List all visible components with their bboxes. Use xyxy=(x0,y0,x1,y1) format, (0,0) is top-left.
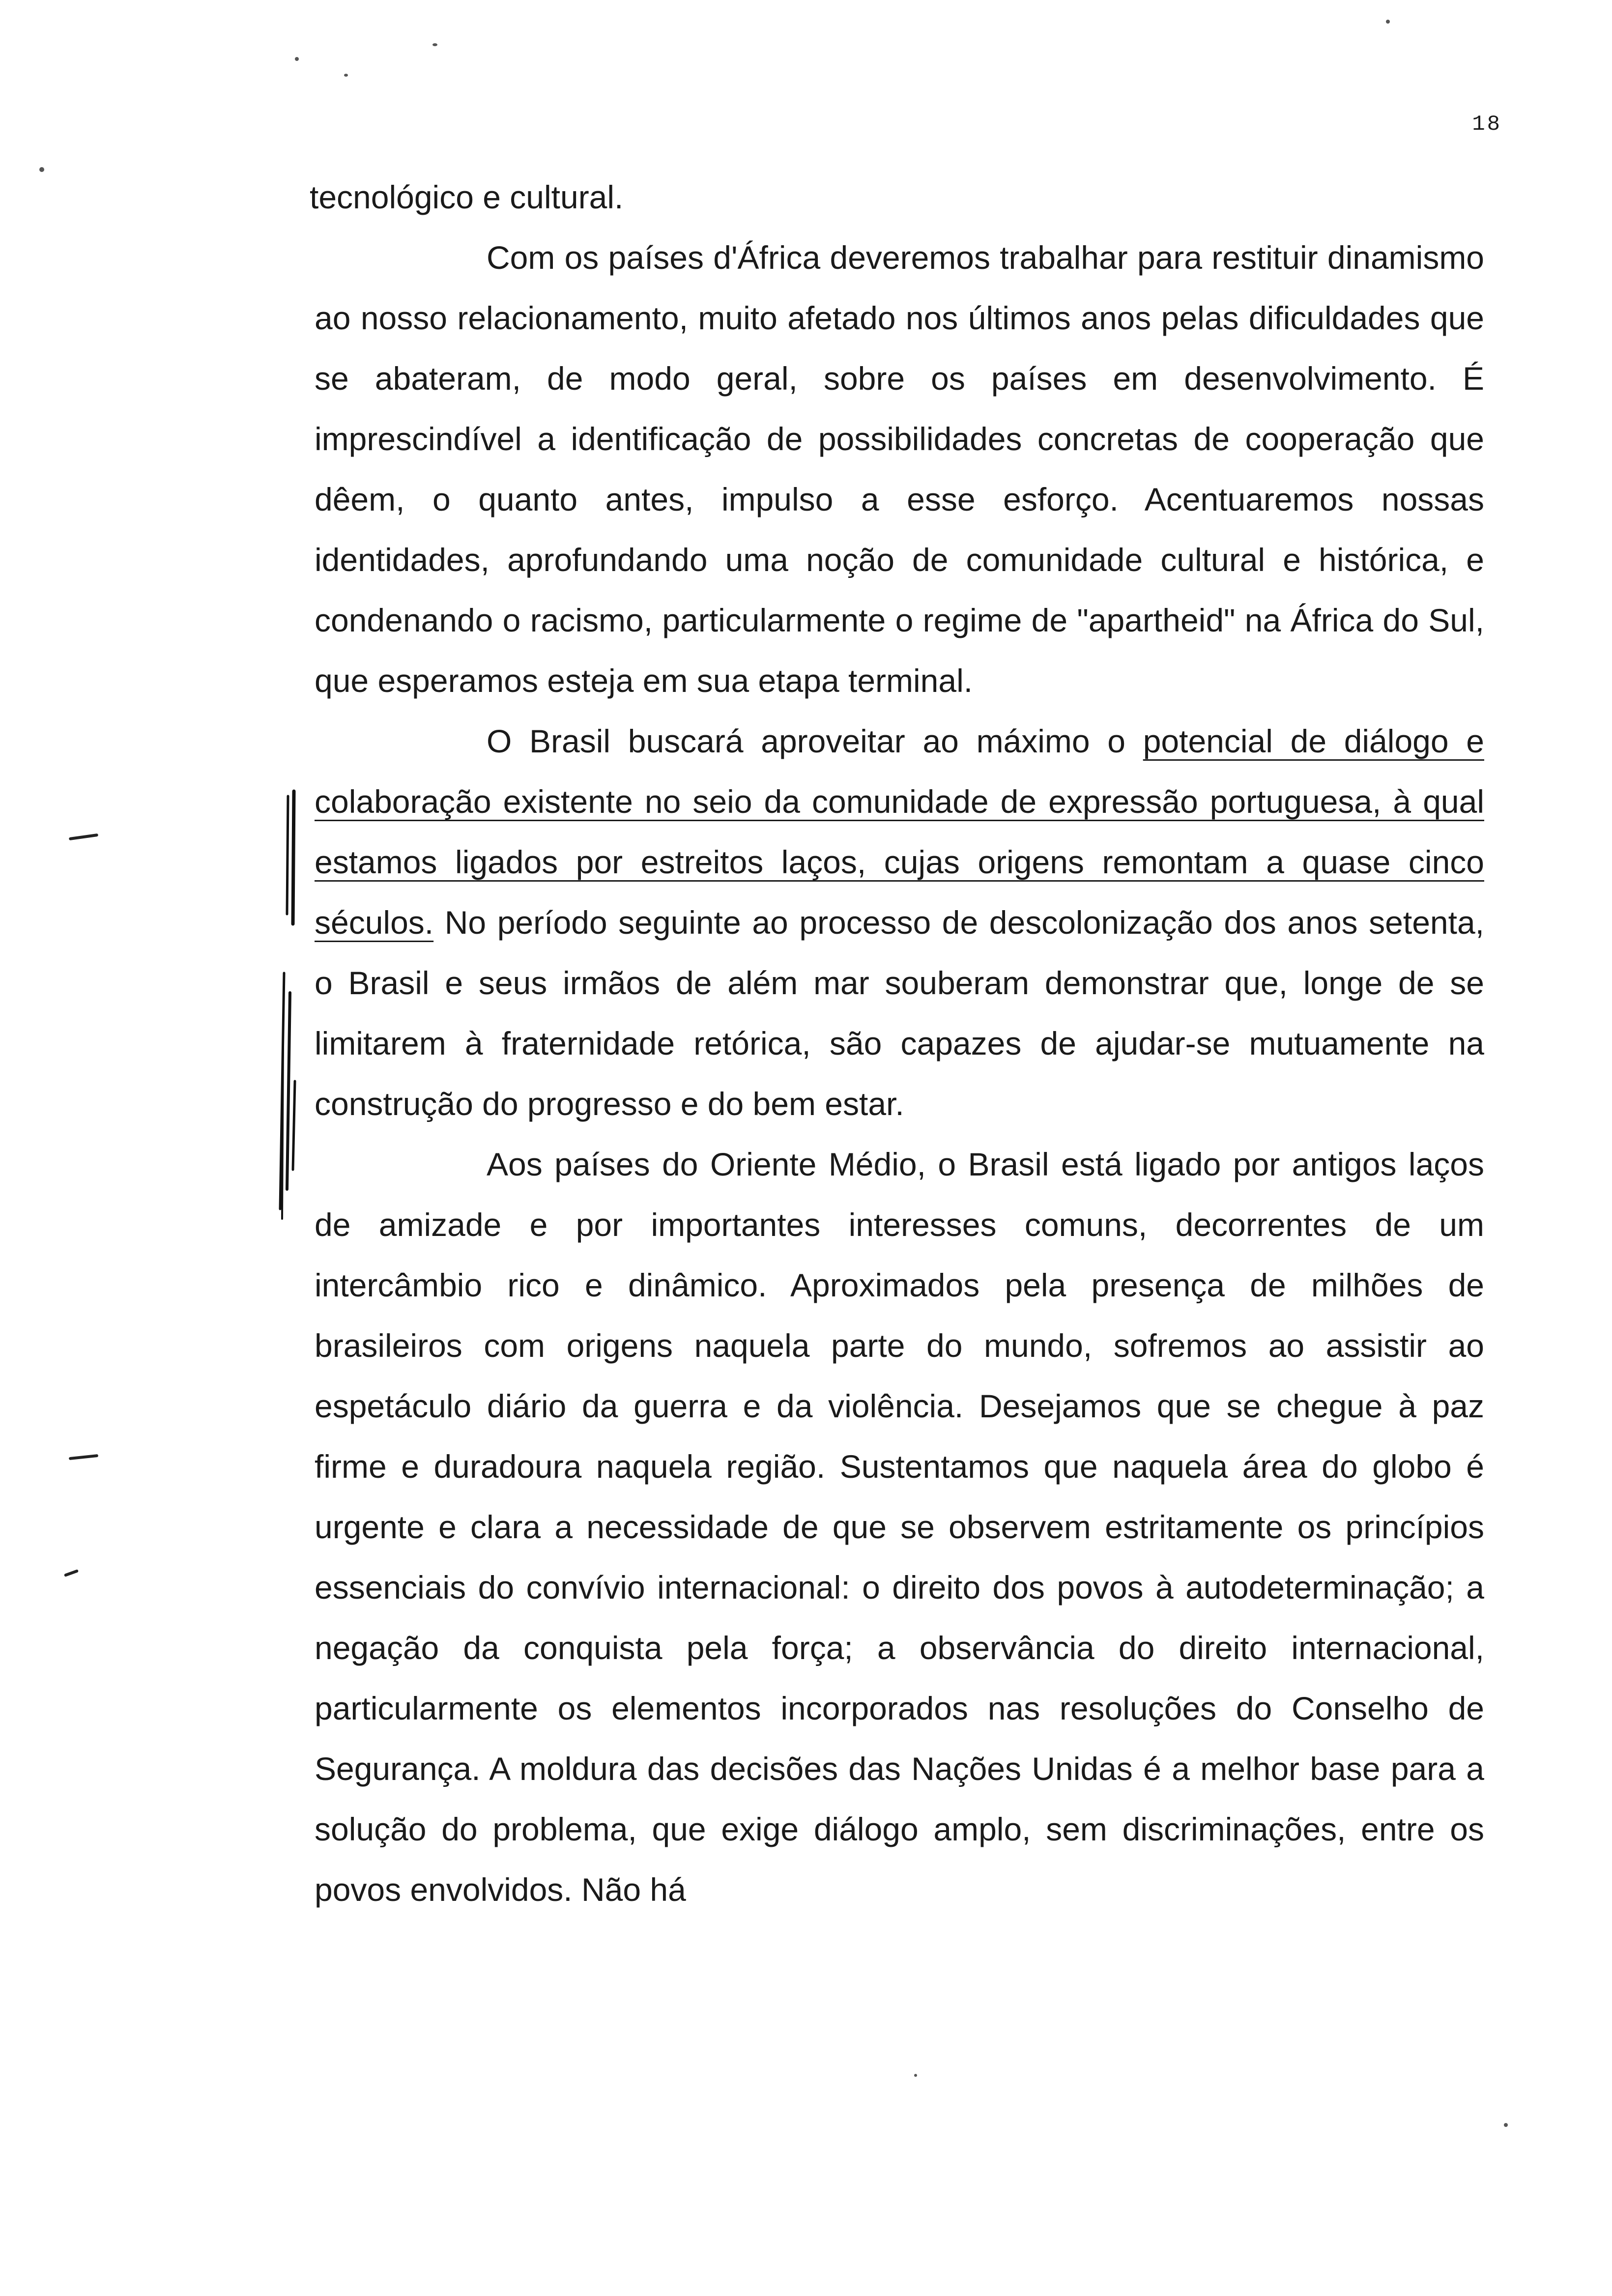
handwritten-margin-bracket xyxy=(273,786,303,1229)
paragraph-text: tecnológico e cultural. xyxy=(310,179,624,215)
page-number: 18 xyxy=(1472,112,1502,137)
document-body xyxy=(310,167,1484,1920)
margin-mark xyxy=(69,1454,98,1460)
scan-speck xyxy=(344,74,348,77)
scan-speck xyxy=(1386,20,1390,24)
paragraph-text: Com os países d'África deveremos trabalhar para restituir dinamismo ao nosso relacionamento, muito afetado nos últimos anos pelas dificuldades que se abateram, de modo geral, sobre os países em desenvolvimento. É imprescindível a identificação de possibilidades concretas de cooperação que dêem, o quanto antes, impulso a esse esforço. Acentuaremos nossas identidades, aprofundando uma noção de comunidade cultural e histórica, e condenando o racismo, particularmente o regime de "apartheid" na África do Sul, que esperamos esteja em sua etapa terminal. xyxy=(315,239,1484,699)
scan-speck xyxy=(914,2074,917,2077)
paragraph-middle-east xyxy=(315,1134,1484,1920)
paragraph-text: Aos países do Oriente Médio, o Brasil está ligado por antigos laços de amizade e por importantes interesses comuns, decorrentes de um intercâmbio rico e dinâmico. Aproximados pela presença de milhões de brasileiros com origens naquela parte do mundo, sofremos ao assistir ao espetáculo diário da guerra e da violência. Desejamos que se chegue à paz firme e duradoura naquela região. Sustentamos que naquela área do globo é urgente e clara a necessidade de que se observem estritamente os princípios essenciais do convívio internacional: o direito dos povos à autodeterminação; a negação da conquista pela força; a observância do direito internacional, particularmente os elementos incorporados nas resoluções do Conselho de Segurança. A moldura das decisões das Nações Unidas é a melhor base para a solução do problema, que exige diálogo amplo, sem discriminações, entre os povos envolvidos. Não há xyxy=(315,1146,1484,1908)
margin-mark xyxy=(64,1569,79,1577)
scan-speck xyxy=(1504,2123,1508,2127)
paragraph-text: O Brasil buscará aproveitar ao máximo o xyxy=(487,723,1143,759)
paragraph-continuation xyxy=(310,167,1484,228)
underlined-passage: potencial de diálogo e colaboração existente no seio da comunidade de expressão portuguesa, à qual estamos ligados por estreitos laços, cujas origens remontam a quase cinco séculos. xyxy=(315,723,1484,941)
paragraph-africa xyxy=(315,228,1484,711)
scan-speck xyxy=(432,43,437,46)
scan-speck xyxy=(295,57,299,61)
scan-speck xyxy=(39,167,44,172)
margin-mark xyxy=(69,833,98,840)
paragraph-text: No período seguinte ao processo de descolonização dos anos setenta, o Brasil e seus irmãos de além mar souberam demonstrar que, longe de se limitarem à fraternidade retórica, são capazes de ajudar-se mutuamente na construção do progresso e do bem estar. xyxy=(315,904,1484,1122)
paragraph-lusophone xyxy=(315,711,1484,1134)
